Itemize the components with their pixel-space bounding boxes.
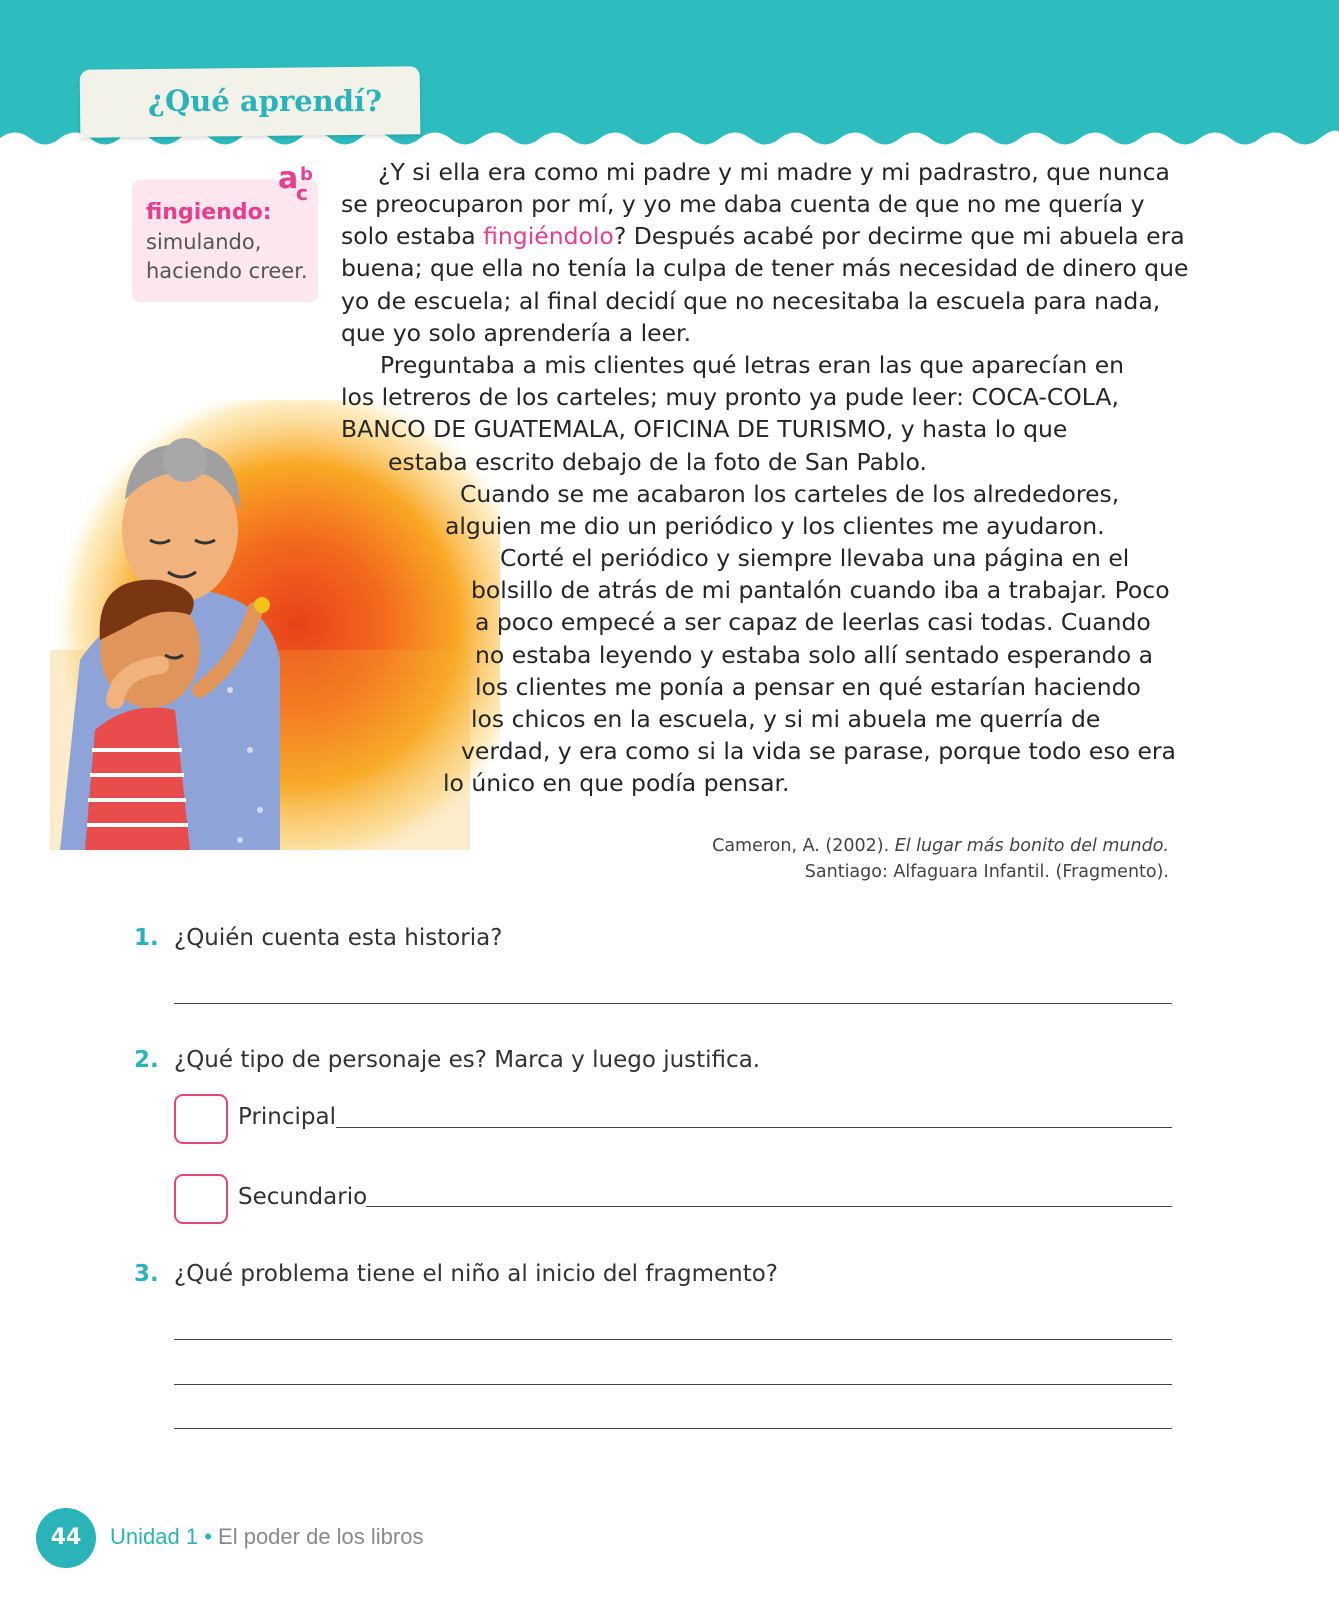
answer-line[interactable] [366,1206,1172,1207]
story-line: Preguntaba a mis clientes qué letras eran las que aparecían en [380,351,1125,379]
checkbox-principal[interactable] [174,1094,228,1144]
question-number: 2. [134,1047,159,1073]
story-line: los clientes me ponía a pensar en qué estarían haciendo [475,673,1141,701]
page-number: 44 [36,1508,96,1568]
story-line: no estaba leyendo y estaba solo allí sentado esperando a [475,641,1153,669]
abc-icon [278,160,318,204]
citation-line [712,833,1169,859]
story-line: yo de escuela; al final decidí que no necesitaba la escuela para nada, [341,287,1161,315]
story-line: se preocuparon por mí, y yo me daba cuenta de que no me quería y [341,190,1145,218]
citation-author: Cameron, A. (2002). [712,836,895,856]
answer-line[interactable] [174,1339,1172,1340]
story-line: buena; que ella no tenía la culpa de tener más necesidad de dinero que [341,254,1189,282]
glossary-definition-line: simulando, [146,230,262,254]
story-line: verdad, y era como si la vida se parase, porque todo eso era [461,737,1176,765]
answer-line[interactable] [174,1384,1172,1385]
question-text: ¿Qué problema tiene el niño al inicio del fragmento? [174,1261,778,1287]
answer-line[interactable] [174,1003,1172,1004]
story-line: lo único en que podía pensar. [443,769,790,797]
question-2 [134,1047,760,1073]
option-label-secundario: Secundario [238,1184,368,1210]
story-line: a poco empecé a ser capaz de leerlas casi todas. Cuando [475,608,1151,636]
story-line: los chicos en la escuela, y si mi abuela me querría de [471,705,1101,733]
story-line [341,220,1185,252]
footer-unit: Unidad 1 [110,1524,199,1549]
story-line: ¿Y si ella era como mi padre y mi madre y mi padrastro, que nunca [378,158,1170,186]
story-line: estaba escrito debajo de la foto de San Pablo. [388,448,927,476]
svg-text:c: c [296,181,308,204]
answer-line[interactable] [174,1428,1172,1429]
citation [712,833,1169,885]
section-title: ¿Qué aprendí? [148,84,383,118]
footer-unit-title: El poder de los libros [218,1524,424,1549]
highlighted-word: fingiéndolo [483,222,614,250]
answer-line[interactable] [336,1127,1172,1128]
glossary-definition [146,228,316,286]
question-1 [134,925,502,951]
citation-publisher: Santiago: Alfaguara Infantil. (Fragmento). [804,862,1169,882]
footer-unit-label [110,1524,423,1550]
story-line: alguien me dio un periódico y los clientes me ayudaron. [445,512,1105,540]
story-line: Corté el periódico y siempre llevaba una página en el [500,544,1130,572]
svg-text:b: b [300,164,313,185]
story-line: Cuando se me acabaron los carteles de los alrededores, [460,480,1120,508]
story-line: BANCO DE GUATEMALA, OFICINA DE TURISMO, y hasta lo que [341,415,1068,443]
question-text: ¿Quién cuenta esta historia? [174,925,503,951]
option-label-principal: Principal [238,1104,337,1130]
checkbox-secundario[interactable] [174,1174,228,1224]
glossary-term: fingiendo: [146,200,272,225]
story-line-start: solo estaba [341,222,484,250]
question-number: 1. [134,925,159,951]
footer-bullet: • [204,1524,212,1549]
story-line: que yo solo aprendería a leer. [341,319,692,347]
story-line: bolsillo de atrás de mi pantalón cuando iba a trabajar. Poco [471,576,1170,604]
question-3 [134,1261,778,1287]
question-text: ¿Qué tipo de personaje es? Marca y luego justifica. [174,1047,761,1073]
citation-book-title: El lugar más bonito del mundo. [894,836,1169,856]
story-line-end: ? Después acabé por decirme que mi abuela era [613,222,1185,250]
svg-text:a: a [278,161,299,196]
question-number: 3. [134,1261,159,1287]
story-line: los letreros de los carteles; muy pronto ya pude leer: COCA-COLA, [341,383,1119,411]
glossary-definition-line: haciendo creer. [146,259,308,283]
